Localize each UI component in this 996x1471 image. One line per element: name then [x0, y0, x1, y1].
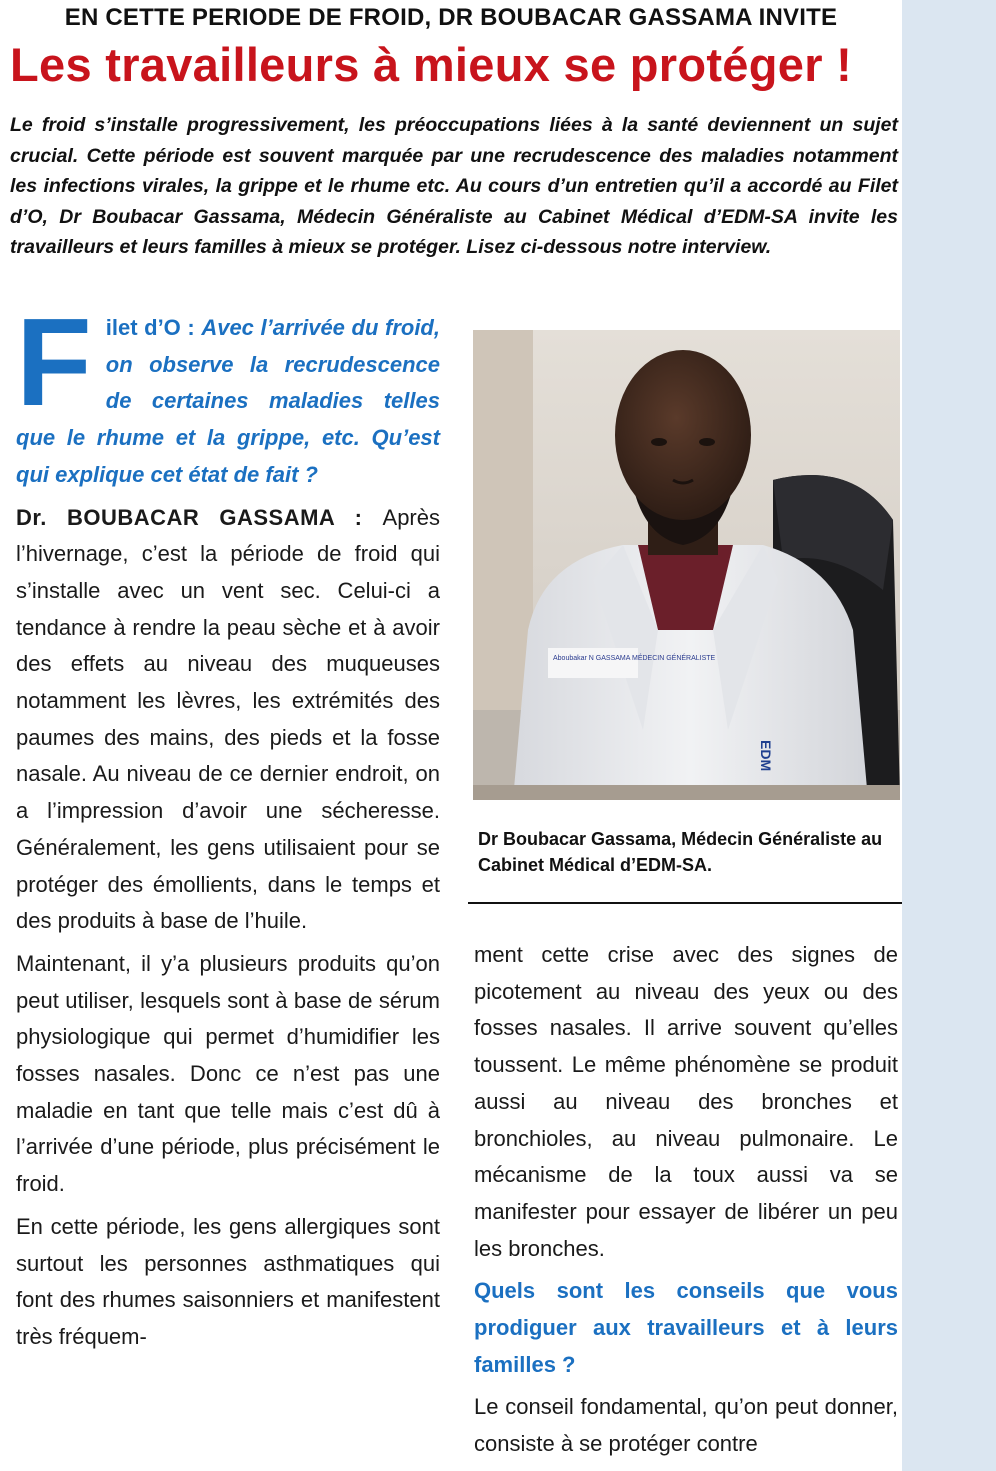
answer-1-paragraph-2: Maintenant, il y’a plusieurs produits qu’on peut utiliser, lesquels sont à base de sérum physiologique qui permet d’humidifier les fosses nasales. Donc ce n’est pas une maladie en tant que telle mais c’est dû à l’arrivée d’une période, plus précisément le froid. [16, 950, 440, 1197]
answer-1-paragraph-3-start: En cette période, les gens allergiques sont surtout les personnes asthmatiques qui font des rhumes saisonniers et manifestent très fréquem- [16, 1213, 440, 1349]
caption-divider [468, 902, 902, 904]
question-2: Quels sont les conseils que vous prodiguer aux travailleurs et à leurs familles ? [474, 1278, 898, 1377]
speaker-label: Dr. BOUBACAR GASSAMA : [16, 504, 383, 530]
question-1 [16, 294, 440, 494]
doctor-portrait-illustration [473, 330, 900, 800]
photo-caption: Dr Boubacar Gassama, Médecin Généraliste au Cabinet Médical d’EDM-SA. [478, 829, 883, 875]
article-kicker: EN CETTE PERIODE DE FROID, DR BOUBACAR GASSAMA INVITE [64, 4, 838, 31]
coat-badge-text: Aboubakar N GASSAMA MÉDECIN GÉNÉRALISTE [553, 655, 716, 662]
article-intro: Le froid s’installe progressivement, les préoccupations liées à la santé deviennent un sujet crucial. Cette période est souvent marquée par une recrudescence des maladies notamment les infections virales, la grippe et le rhume etc. Au cours d’un entretien qu’il a accordé au Filet d’O, Dr Boubacar Gassama, Médecin Généraliste au Cabinet Médical d’EDM-SA invite les travailleurs et leurs familles à mieux se protéger. Lisez ci-dessous notre interview. [10, 114, 898, 258]
answer-1-text: Après l’hivernage, c’est la période de froid qui s’installe avec un vent sec. Celui-ci a tendance à rendre la peau sèche et à avoir des effets au niveau des muqueuses notamment les lèvres, les extrémités des paumes des mains, des pieds et la fosse nasale. Au niveau de ce dernier endroit, on a l’impression d’avoir une sécheresse. Généralement, les gens utilisaient pour se protéger des émollients, dans le temps et des produits à base de l’huile. [16, 504, 440, 934]
doctor-photo [473, 330, 900, 800]
chair-logo-text: EDM [758, 740, 774, 772]
coat-badge-area [548, 648, 638, 678]
question-1-lead: ilet d’O : [105, 315, 202, 340]
right-column [474, 937, 898, 1469]
answer-2-start: Le conseil fondamental, qu’on peut donner, consiste à se protéger contre [474, 1394, 898, 1457]
answer-1-paragraph-3-continued: ment cette crise avec des signes de picotement au niveau des yeux ou des fosses nasales. Il arrive souvent qu’elles toussent. Le même phénomène se produit aussi au niveau des bronches et bronchioles, au niveau pulmonaire. Le mécanisme de la toux aussi va se manifester pour essayer de libérer un peu les bronches. [474, 942, 898, 1261]
question-1-text: Avec l’arrivée du froid, on observe la recrudescence de certaines maladies telles que le rhume et la grippe, etc. Qu’est qui explique cet état de fait ? [16, 315, 440, 487]
article-headline: Les travailleurs à mieux se protéger ! [10, 38, 853, 91]
page-margin-strip [902, 0, 996, 1471]
answer-1-paragraph-1 [16, 500, 440, 940]
left-column [16, 294, 440, 1362]
drop-cap: F [16, 294, 92, 432]
